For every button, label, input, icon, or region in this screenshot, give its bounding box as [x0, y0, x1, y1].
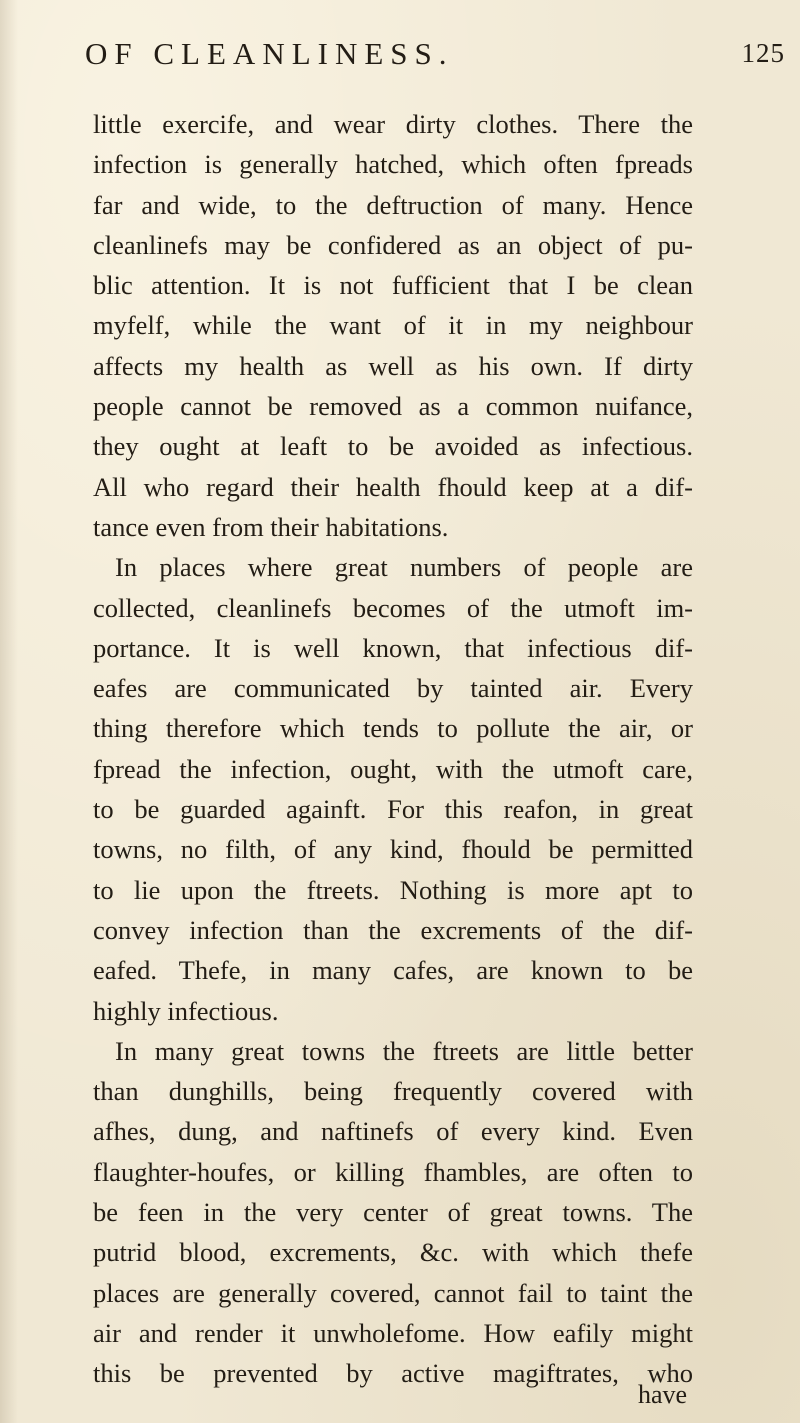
page-number: 125	[741, 38, 785, 68]
body-text	[93, 104, 693, 1394]
text-line: far and wide, to the deftruction of many. Hence	[93, 189, 693, 220]
text-line: tance even from their habitations.	[93, 511, 449, 542]
text-line: highly infectious.	[93, 995, 279, 1026]
text-line: fpread the infection, ought, with the utmoft care,	[93, 753, 693, 784]
text-line: affects my health as well as his own. If dirty	[93, 350, 693, 381]
gutter-shadow	[0, 0, 18, 1423]
text-line: flaughter-houfes, or killing fhambles, are often to	[93, 1156, 693, 1187]
text-line: thing therefore which tends to pollute the air, or	[93, 713, 693, 744]
text-line: cleanlinefs may be confidered as an object of pu-	[93, 229, 693, 260]
text-line: air and render it unwholefome. How eafily might	[93, 1317, 693, 1348]
text-line: infection is generally hatched, which often fpreads	[93, 149, 693, 180]
text-line: to be guarded againft. For this reafon, in great	[93, 794, 693, 825]
text-line: eafed. Thefe, in many cafes, are known to be	[93, 955, 693, 986]
text-line: myfelf, while the want of it in my neighbour	[93, 310, 693, 341]
catchword: have	[638, 1380, 688, 1409]
text-line: collected, cleanlinefs becomes of the utmoft im-	[93, 592, 693, 623]
text-line: people cannot be removed as a common nuifance,	[93, 391, 693, 422]
text-line: they ought at leaft to be avoided as infectious.	[93, 431, 693, 462]
paragraph-first-line: In many great towns the ftreets are little better	[115, 1035, 693, 1066]
text-line: blic attention. It is not fufficient that I be clean	[93, 270, 693, 301]
text-line: little exercife, and wear dirty clothes. There the	[93, 109, 693, 139]
text-line: afhes, dung, and naftinefs of every kind. Even	[93, 1116, 693, 1147]
running-head	[85, 36, 785, 76]
paragraph-first-line: In places where great numbers of people are	[115, 552, 693, 583]
text-line: All who regard their health fhould keep at a dif-	[93, 471, 693, 502]
text-line: eafes are communicated by tainted air. Every	[93, 673, 693, 704]
text-line: convey infection than the excrements of the dif-	[93, 914, 693, 945]
text-line: places are generally covered, cannot fail to taint the	[93, 1277, 693, 1308]
text-line: be feen in the very center of great towns. The	[93, 1197, 693, 1228]
text-line: to lie upon the ftreets. Nothing is more apt to	[93, 874, 693, 905]
running-title: OF CLEANLINESS.	[85, 36, 454, 71]
text-line: this be prevented by active magiftrates, who	[93, 1358, 693, 1389]
text-line: than dunghills, being frequently covered with	[93, 1076, 693, 1107]
text-line: portance. It is well known, that infectious dif-	[93, 632, 693, 663]
text-line: towns, no filth, of any kind, fhould be permitted	[93, 834, 693, 865]
text-line: putrid blood, excrements, &c. with which thefe	[93, 1237, 693, 1268]
